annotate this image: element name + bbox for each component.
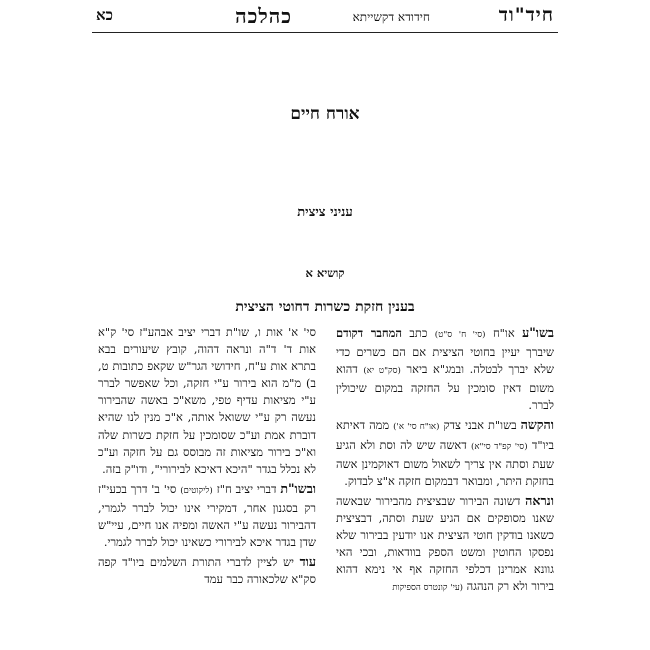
paragraph bbox=[98, 480, 316, 551]
header-divider bbox=[92, 32, 558, 33]
page-number: כא bbox=[96, 6, 113, 24]
source-citation: (סק"ט יא) bbox=[363, 366, 401, 377]
source-citation: (או"ח סי' א') bbox=[393, 422, 440, 433]
paragraph-lead-word: עוד bbox=[299, 554, 316, 570]
paragraph-text: או"ח bbox=[485, 326, 523, 340]
paragraph-text: דהוא משום דאין סומכין על החזקה במקום שיכולין לברר. bbox=[336, 362, 554, 413]
topic-title: בענין חזקת כשרות דחוטי הציצית bbox=[235, 299, 415, 315]
sub-title: עניני ציצית bbox=[297, 205, 353, 220]
question-label: קושיא א bbox=[305, 266, 345, 280]
paragraph-lead-word: ובשו"ת bbox=[280, 480, 316, 496]
paragraph-text: סי' ב' דרך בכעי"ז רק בסגנון אחר, דמקירי אינו יכול לברר לגמרי, דהבירור נעשה ע"י האשה ומפיה אנו חיים, עיי"ש שדן בגדר איכא לבירורי כשאינו יכול לברר לגמרי. bbox=[98, 481, 316, 550]
source-citation: (עי' קונטרס הספיקות bbox=[392, 583, 464, 594]
paragraph-text: שיברך יעיין בחוטי הציצית אם הם כשרים כדי שלא יברך לבטלה. ובמג"א ביאר bbox=[336, 345, 554, 377]
paragraph-text: דאשה שיש לה וסת ולא הגיע שעת וסתה אין צריך לשאול משום דאוקמינן אשה בחזקת היתר, ומבואר דבמקום חזקה א"צ לבדוק. bbox=[336, 437, 554, 488]
header-series-title: כהלכה bbox=[235, 4, 292, 28]
paragraph-text: יש לציין לדברי התורת השלמים ביו"ד קפה סק"א שלכאורה כבר עמד bbox=[98, 555, 316, 587]
paragraph bbox=[336, 492, 554, 598]
right-text-column bbox=[336, 324, 554, 599]
header-subtitle: חידודא דקשייתא bbox=[352, 10, 430, 24]
paragraph-lead-word: ונראה bbox=[525, 492, 554, 508]
source-citation: (סי' קפ"ד סי"א) bbox=[471, 441, 528, 452]
paragraph-text: בשו"ת אבני צדק bbox=[439, 418, 521, 433]
paragraph bbox=[98, 553, 316, 588]
paragraph bbox=[98, 324, 316, 478]
header-book-title: חיד"וד bbox=[498, 4, 554, 26]
paragraph bbox=[336, 416, 554, 489]
paragraph-text: המחבר דקודם bbox=[336, 326, 402, 340]
paragraph-lead-word: והקשה bbox=[520, 417, 554, 433]
paragraph-text: כתב bbox=[401, 326, 435, 340]
source-citation: (סי' ח' ס"ט) bbox=[434, 330, 486, 340]
paragraph-text: דשונה הבירור שבציצית מהבירור שבאשה שאנו מסופקים אם הגיע שעת וסתה, דבציצית כשאנו בודקין חוטי הציצית אנו יודעין בבירור שלא נפסקו החוטין ומשט הספק בוודאות, ובכי האי גוונא אמרינן דכלפי החזקה אף אי נימא דהוא בירור ולא רק הנהגה bbox=[336, 493, 554, 594]
paragraph bbox=[336, 324, 554, 414]
source-citation: (ליקוטים) bbox=[180, 485, 213, 496]
paragraph-text: ממה דאיתא ביו"ד bbox=[336, 418, 554, 452]
paragraph-text: סי' א' אות ו, שו"ת דברי יציב אבהע"ז סי' ק"א אות ד' ד"ה ונראה דהוה, קובץ שיעורים בבא בתרא אות ע"ח, חידושי הגר"ש שקאפ כתובות ט, ב) מ"מ הוא בירור ע"י חזקה, וכל שאפשר לברר ע"י מציאות עדיף טפי, משא"כ באשה שהבירור נעשה רק ע"י ששואל אותה, א"כ מנין לנו שהיא דוברת אמת וע"כ שסומכין על חזקת כשרות שלה וא"כ בירור מציאות זה מבוסס גם על חזקה וע"כ לא נכלל בגדר "היכא דאיכא לבירורי", ודו"ק בזה. bbox=[98, 325, 316, 476]
running-header bbox=[96, 4, 554, 30]
paragraph-lead-word: בשו"ע bbox=[522, 325, 554, 340]
paragraph-text: דברי יציב ח"ז bbox=[212, 481, 281, 496]
left-text-column bbox=[98, 324, 316, 590]
section-title: אורח חיים bbox=[290, 104, 360, 124]
